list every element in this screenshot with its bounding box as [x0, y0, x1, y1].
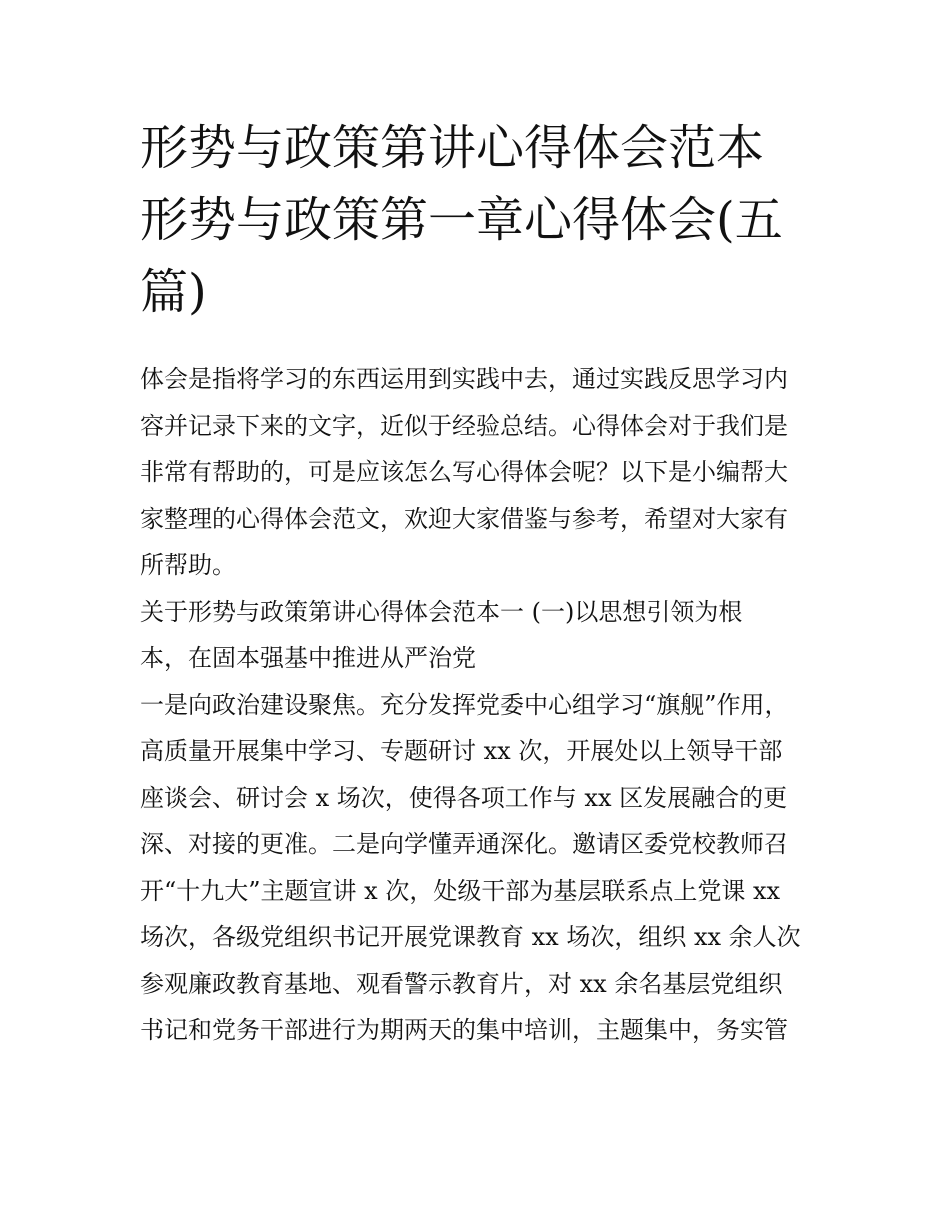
section-heading-line: 本，在固本强基中推进从严治党 — [140, 644, 476, 672]
body-line: 家整理的心得体会范文，欢迎大家借鉴与参考，希望对大家有 — [140, 504, 788, 533]
body-line: 容并记录下来的文字，近似于经验总结。心得体会对于我们是 — [140, 411, 788, 440]
body-line: 开“十九大”主题宣讲 x 次，处级干部为基层联系点上党课 xx — [140, 876, 781, 905]
title-line: 形势与政策第一章心得体会(五 — [140, 192, 783, 248]
document-title — [140, 112, 830, 328]
body-line: 书记和党务干部进行为期两天的集中培训，主题集中，务实管 — [140, 1016, 788, 1044]
section-heading-line: 关于形势与政策第讲心得体会范本一 (一)以思想引领为根 — [140, 597, 743, 626]
body-line: 场次，各级党组织书记开展党课教育 xx 场次，组织 xx 余人次 — [140, 923, 801, 951]
document-body — [140, 356, 830, 1054]
body-line: 深、对接的更准。二是向学懂弄通深化。邀请区委党校教师召 — [140, 830, 788, 858]
body-line: 座谈会、研讨会 x 场次，使得各项工作与 xx 区发展融合的更 — [140, 783, 788, 812]
title-line: 篇) — [140, 264, 207, 320]
body-line: 非常有帮助的，可是应该怎么写心得体会呢？以下是小编帮大 — [140, 458, 788, 486]
body-line: 参观廉政教育基地、观看警示教育片，对 xx 余名基层党组织 — [140, 969, 783, 998]
title-line: 形势与政策第讲心得体会范本 — [140, 120, 765, 176]
body-line: 体会是指将学习的东西运用到实践中去，通过实践反思学习内 — [140, 365, 788, 393]
body-line: 高质量开展集中学习、专题研讨 xx 次，开展处以上领导干部 — [140, 737, 783, 765]
body-line: 一是向政治建设聚焦。充分发挥党委中心组学习“旗舰”作用， — [140, 690, 789, 719]
body-line: 所帮助。 — [140, 551, 236, 579]
